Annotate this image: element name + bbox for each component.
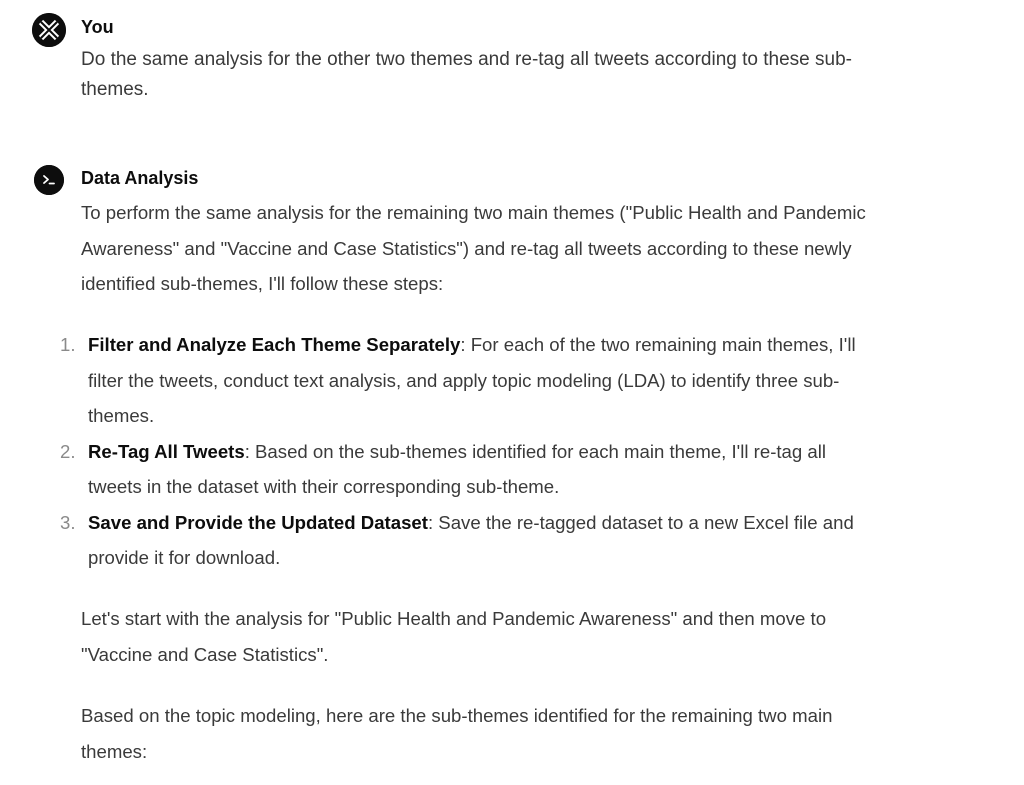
- assistant-start-text: Let's start with the analysis for "Public Health and Pandemic Awareness" and then move to "Vaccine and Case Statistics".: [81, 608, 827, 665]
- list-item-text: : Save the re-tagged dataset to a new Excel file and provide it for download.: [88, 511, 854, 568]
- user-message-text: Do the same analysis for the other two themes and re-tag all tweets according to these sub-themes.: [81, 49, 852, 100]
- terminal-prompt-icon: [34, 165, 64, 195]
- list-item: [60, 434, 880, 505]
- assistant-avatar: [34, 165, 64, 195]
- user-author-name: You: [81, 17, 114, 37]
- list-item-number: 3.: [60, 511, 76, 533]
- assistant-result-text: Based on the topic modeling, here are the sub-themes identified for the remaining two main themes:: [81, 705, 833, 762]
- list-item-text: : For each of the two remaining main themes, I'll filter the tweets, conduct text analysis, and apply topic modeling (LDA) to identify three sub-themes.: [88, 334, 856, 426]
- list-item-number: 1.: [60, 334, 76, 355]
- assistant-intro-text: To perform the same analysis for the remaining two main themes ("Public Health and Pandemic Awareness" and "Vaccine and Case Statistics") and re-tag all tweets according to these newly identified sub-themes, I'll follow these steps:: [81, 202, 866, 294]
- steps-list: [60, 327, 880, 576]
- list-item: [60, 327, 880, 434]
- assistant-author-name: Data Analysis: [81, 168, 199, 188]
- list-item-title: Save and Provide the Updated Dataset: [88, 511, 428, 533]
- list-item-title: Re-Tag All Tweets: [88, 440, 245, 462]
- x-icon: [32, 13, 66, 47]
- list-item-text: : Based on the sub-themes identified for each main theme, I'll re-tag all tweets in the dataset with their corresponding sub-theme.: [88, 440, 827, 497]
- user-avatar: [32, 13, 66, 47]
- list-item-title: Filter and Analyze Each Theme Separately: [88, 334, 461, 355]
- list-item-number: 2.: [60, 440, 76, 462]
- list-item: [60, 505, 880, 576]
